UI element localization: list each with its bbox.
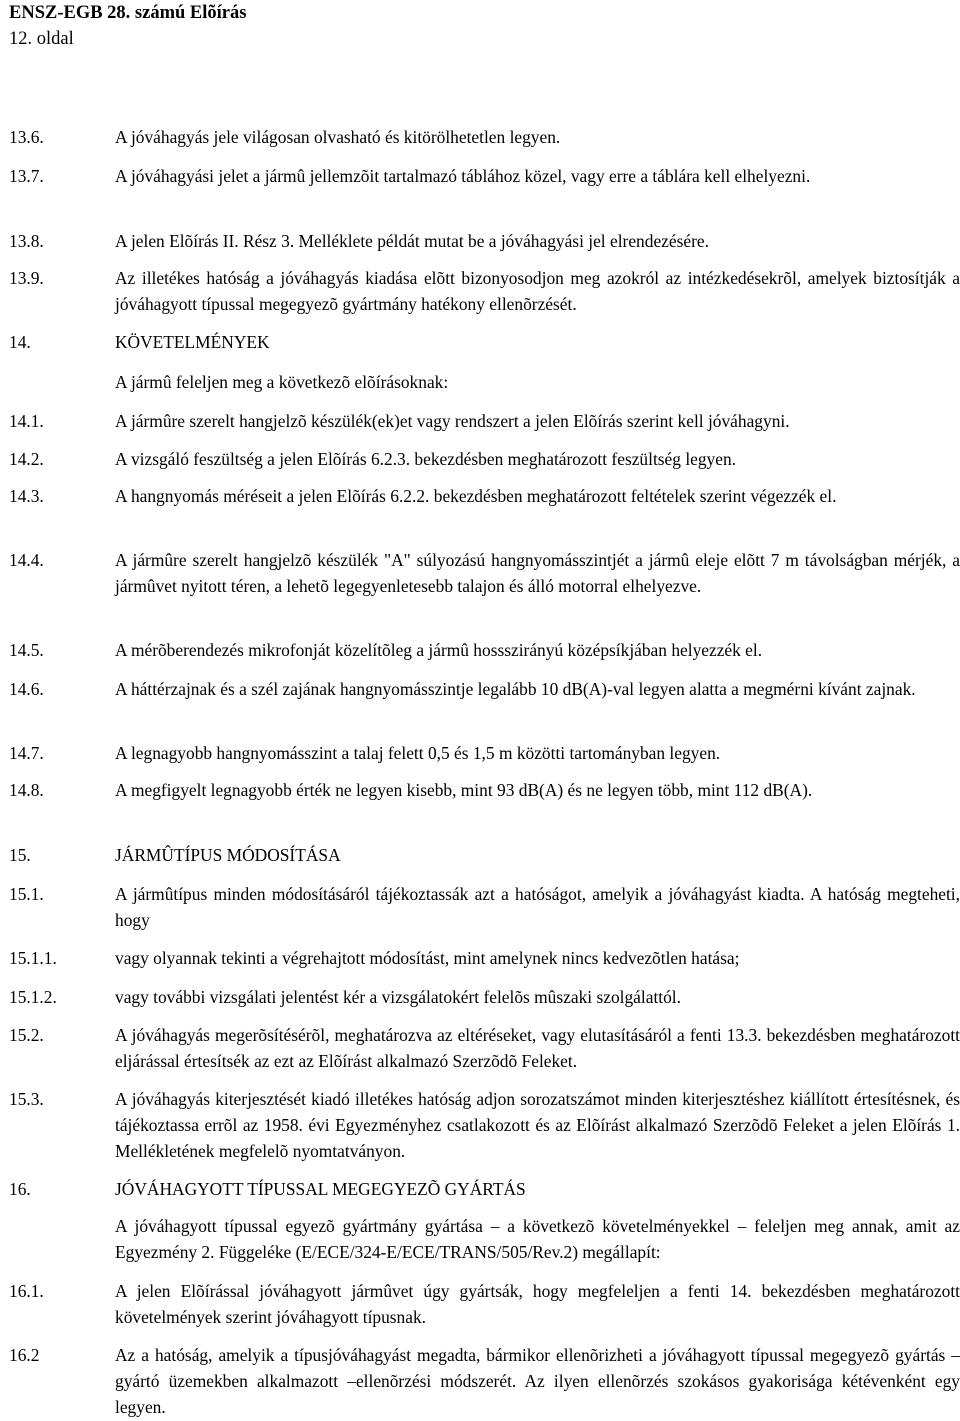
section-title: JÁRMÛTÍPUS MÓDOSÍTÁSA	[115, 845, 341, 865]
paragraph-number: 14.6.	[9, 679, 44, 699]
paragraph-number: 13.8.	[9, 231, 44, 251]
paragraph-number: 13.7.	[9, 166, 44, 186]
paragraph-number: 14.4.	[9, 550, 44, 570]
paragraph-number: 16.1.	[9, 1281, 44, 1301]
paragraph-text: A jármûre szerelt hangjelzõ készülék(ek)et vagy rendszert a jelen Elõírás szerint kell jóváhagyni.	[115, 411, 790, 431]
paragraph-number: 15.1.2.	[9, 987, 57, 1007]
section-number: 15.	[9, 845, 31, 865]
paragraph-number: 16.2	[9, 1345, 40, 1365]
paragraph-text: A jóváhagyás kiterjesztését kiadó illetékes hatóság adjon sorozatszámot minden kiterjesztéshez kiállított értesítésnek, és tájékoztassa errõl az 1958. évi Egyezményhez csatlakozott és az Elõírást alkalmazó Szerzõdõ Feleket a jelen Elõírás 1. Mellékletének megfelelõ nyomtatványon.	[115, 1089, 960, 1161]
paragraph-text: vagy olyannak tekinti a végrehajtott módosítást, mint amelynek nincs kedvezõtlen hatása;	[115, 948, 740, 968]
paragraph-text: A hangnyomás méréseit a jelen Elõírás 6.2.2. bekezdésben meghatározott feltételek szerint végezzék el.	[115, 486, 837, 506]
paragraph-text: vagy további vizsgálati jelentést kér a vizsgálatokért felelõs mûszaki szolgálattól.	[115, 987, 681, 1007]
section-number: 16.	[9, 1179, 31, 1199]
paragraph-text: A jóváhagyás megerõsítésérõl, meghatározva az eltéréseket, vagy elutasításáról a fenti 13.3. bekezdésben meghatározott eljárással értesítsék az ezt az Elõírást alkalmazó Szerzõdõ Feleket.	[115, 1025, 960, 1071]
paragraph-text: A jármûtípus minden módosításáról tájékoztassák azt a hatóságot, amelyik a jóváhagyást kiadta. A hatóság megteheti, hogy	[115, 884, 960, 930]
paragraph-text: Az a hatóság, amelyik a típusjóváhagyást megadta, bármikor ellenõrizheti a jóváhagyott típussal megegyezõ gyártás – gyártó üzemekben alkalmazott –ellenõrzési módszerét. Az ilyen ellenõrzés szokásos gyakorisága kétévenként egy legyen.	[115, 1345, 960, 1417]
page-number: 12. oldal	[9, 29, 74, 49]
paragraph-text: A jármûre szerelt hangjelzõ készülék "A" súlyozású hangnyomásszintjét a jármû eleje elõtt 7 m távolságban mérjék, a jármûvet nyitott téren, a lehetõ legegyenletesebb talajon és álló motorral elhelyezve.	[115, 550, 960, 596]
paragraph-text: A megfigyelt legnagyobb érték ne legyen kisebb, mint 93 dB(A) és ne legyen több, mint 112 dB(A).	[115, 780, 813, 800]
paragraph-text: A jelen Elõírás II. Rész 3. Melléklete példát mutat be a jóváhagyási jel elrendezésére.	[115, 231, 709, 251]
paragraph-text: A jármû feleljen meg a következõ elõírásoknak:	[115, 372, 449, 392]
paragraph-number: 14.5.	[9, 640, 44, 660]
paragraph-text: A mérõberendezés mikrofonját közelítõleg a jármû hossszirányú középsíkjában helyezzék el.	[115, 640, 763, 660]
paragraph-text: A legnagyobb hangnyomásszint a talaj felett 0,5 és 1,5 m közötti tartományban legyen.	[115, 743, 721, 763]
paragraph-number: 14.1.	[9, 411, 44, 431]
paragraph-text: A jelen Elõírással jóváhagyott jármûvet úgy gyártsák, hogy megfeleljen a fenti 14. bekezdésben meghatározott követelmények szerint jóváhagyott típusnak.	[115, 1281, 960, 1327]
paragraph-number: 15.2.	[9, 1025, 44, 1045]
section-title: KÖVETELMÉNYEK	[115, 332, 270, 352]
paragraph-number: 14.3.	[9, 486, 44, 506]
section-title: JÓVÁHAGYOTT TÍPUSSAL MEGEGYEZÕ GYÁRTÁS	[115, 1179, 526, 1199]
paragraph-text: A háttérzajnak és a szél zajának hangnyomásszintje legalább 10 dB(A)-val legyen alatta a megmérni kívánt zajnak.	[115, 679, 916, 699]
paragraph-text: A jóváhagyási jelet a jármû jellemzõit tartalmazó táblához közel, vagy erre a táblára kell elhelyezni.	[115, 166, 811, 186]
paragraph-number: 13.6.	[9, 127, 44, 147]
paragraph-text: A jóváhagyott típussal egyezõ gyártmány gyártása – a következõ követelményekkel – feleljen meg annak, amit az Egyezmény 2. Függeléke (E/ECE/324-E/ECE/TRANS/505/Rev.2) megállapít:	[115, 1216, 960, 1262]
paragraph-number: 15.1.1.	[9, 948, 57, 968]
paragraph-text: Az illetékes hatóság a jóváhagyás kiadása elõtt bizonyosodjon meg azokról az intézkedésekrõl, amelyek biztosítják a jóváhagyott típussal megegyezõ gyártmány hatékony ellenõrzését.	[115, 268, 960, 314]
paragraph-number: 13.9.	[9, 268, 44, 288]
paragraph-number: 14.8.	[9, 780, 44, 800]
paragraph-text: A jóváhagyás jele világosan olvasható és kitörölhetetlen legyen.	[115, 127, 561, 147]
paragraph-number: 14.2.	[9, 449, 44, 469]
paragraph-number: 15.1.	[9, 884, 44, 904]
paragraph-number: 14.7.	[9, 743, 44, 763]
paragraph-text: A vizsgáló feszültség a jelen Elõírás 6.2.3. bekezdésben meghatározott feszültség legyen.	[115, 449, 737, 469]
document-title: ENSZ-EGB 28. számú Elõírás	[9, 3, 247, 23]
section-number: 14.	[9, 332, 31, 352]
page-header	[9, 0, 246, 53]
paragraph-number: 15.3.	[9, 1089, 44, 1109]
